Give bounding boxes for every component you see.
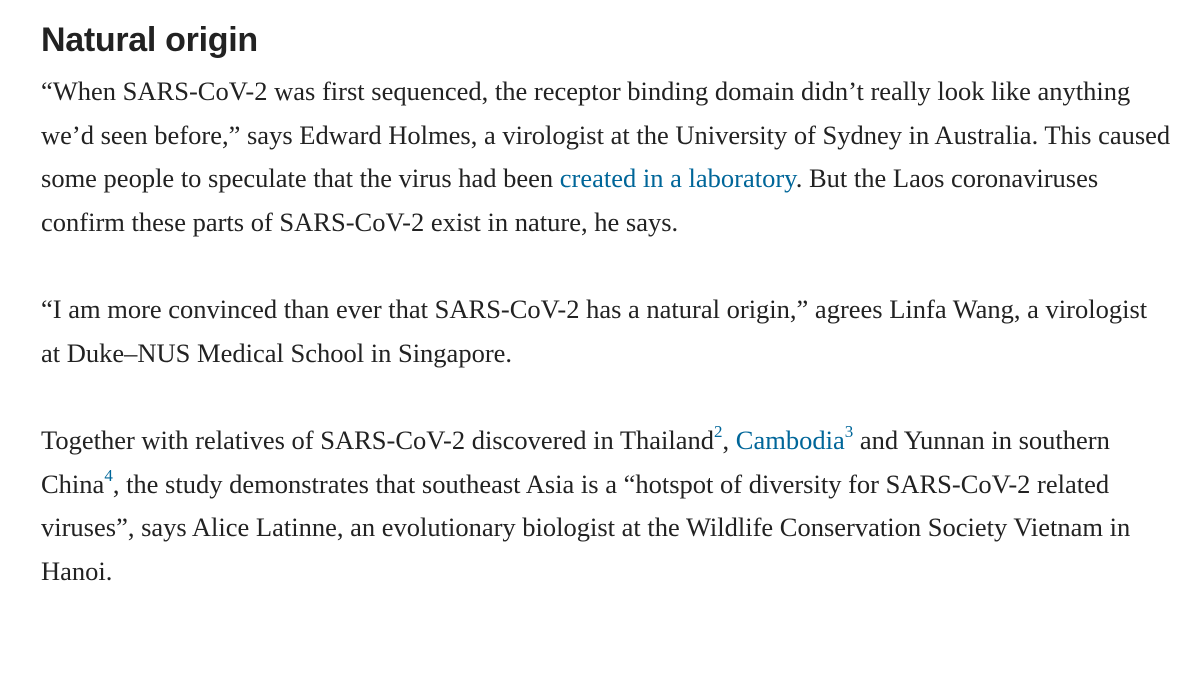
article-section — [41, 18, 1171, 593]
reference-2-link[interactable]: 2 — [714, 422, 723, 442]
paragraph-text: . But the Laos coronaviruses confirm these parts of SARS-CoV-2 exist in nature, he says. — [41, 163, 1099, 237]
paragraph-text: , the study demonstrates that southeast Asia is a “hotspot of diversity for SARS-CoV-2 related viruses”, says Alice Latinne, an evolutionary biologist at the Wildlife Conservation Society Vietnam in Hanoi. — [41, 468, 1131, 586]
paragraph-text: Together with relatives of SARS-CoV-2 discovered in Thailand — [41, 425, 715, 455]
paragraph-wang-quote: “I am more convinced than ever that SARS-CoV-2 has a natural origin,” agrees Linfa Wang, a virologist at Duke–NUS Medical School in Singapore. — [41, 294, 1148, 368]
reference-4[interactable] — [104, 466, 113, 485]
reference-4-link[interactable]: 4 — [104, 465, 113, 485]
cambodia-link[interactable]: Cambodia — [735, 425, 845, 455]
paragraph-text: and Yunnan in southern China — [41, 425, 1110, 499]
created-in-laboratory-link[interactable]: created in a laboratory — [559, 163, 796, 193]
reference-3[interactable] — [845, 422, 854, 441]
reference-2[interactable] — [714, 422, 723, 441]
paragraph-holmes-quote — [41, 70, 1171, 244]
paragraph-latinne-quote — [41, 419, 1171, 593]
reference-3-link[interactable]: 3 — [844, 422, 854, 442]
paragraph-text: “When SARS-CoV-2 was first sequenced, the receptor binding domain didn’t really look like anything we’d seen before,” says Edward Holmes, a virologist at the University of Sydney in Australia. This caused some people to speculate that the virus had been — [41, 76, 1171, 193]
paragraph-text: , — [722, 425, 736, 455]
section-heading: Natural origin — [41, 21, 258, 59]
